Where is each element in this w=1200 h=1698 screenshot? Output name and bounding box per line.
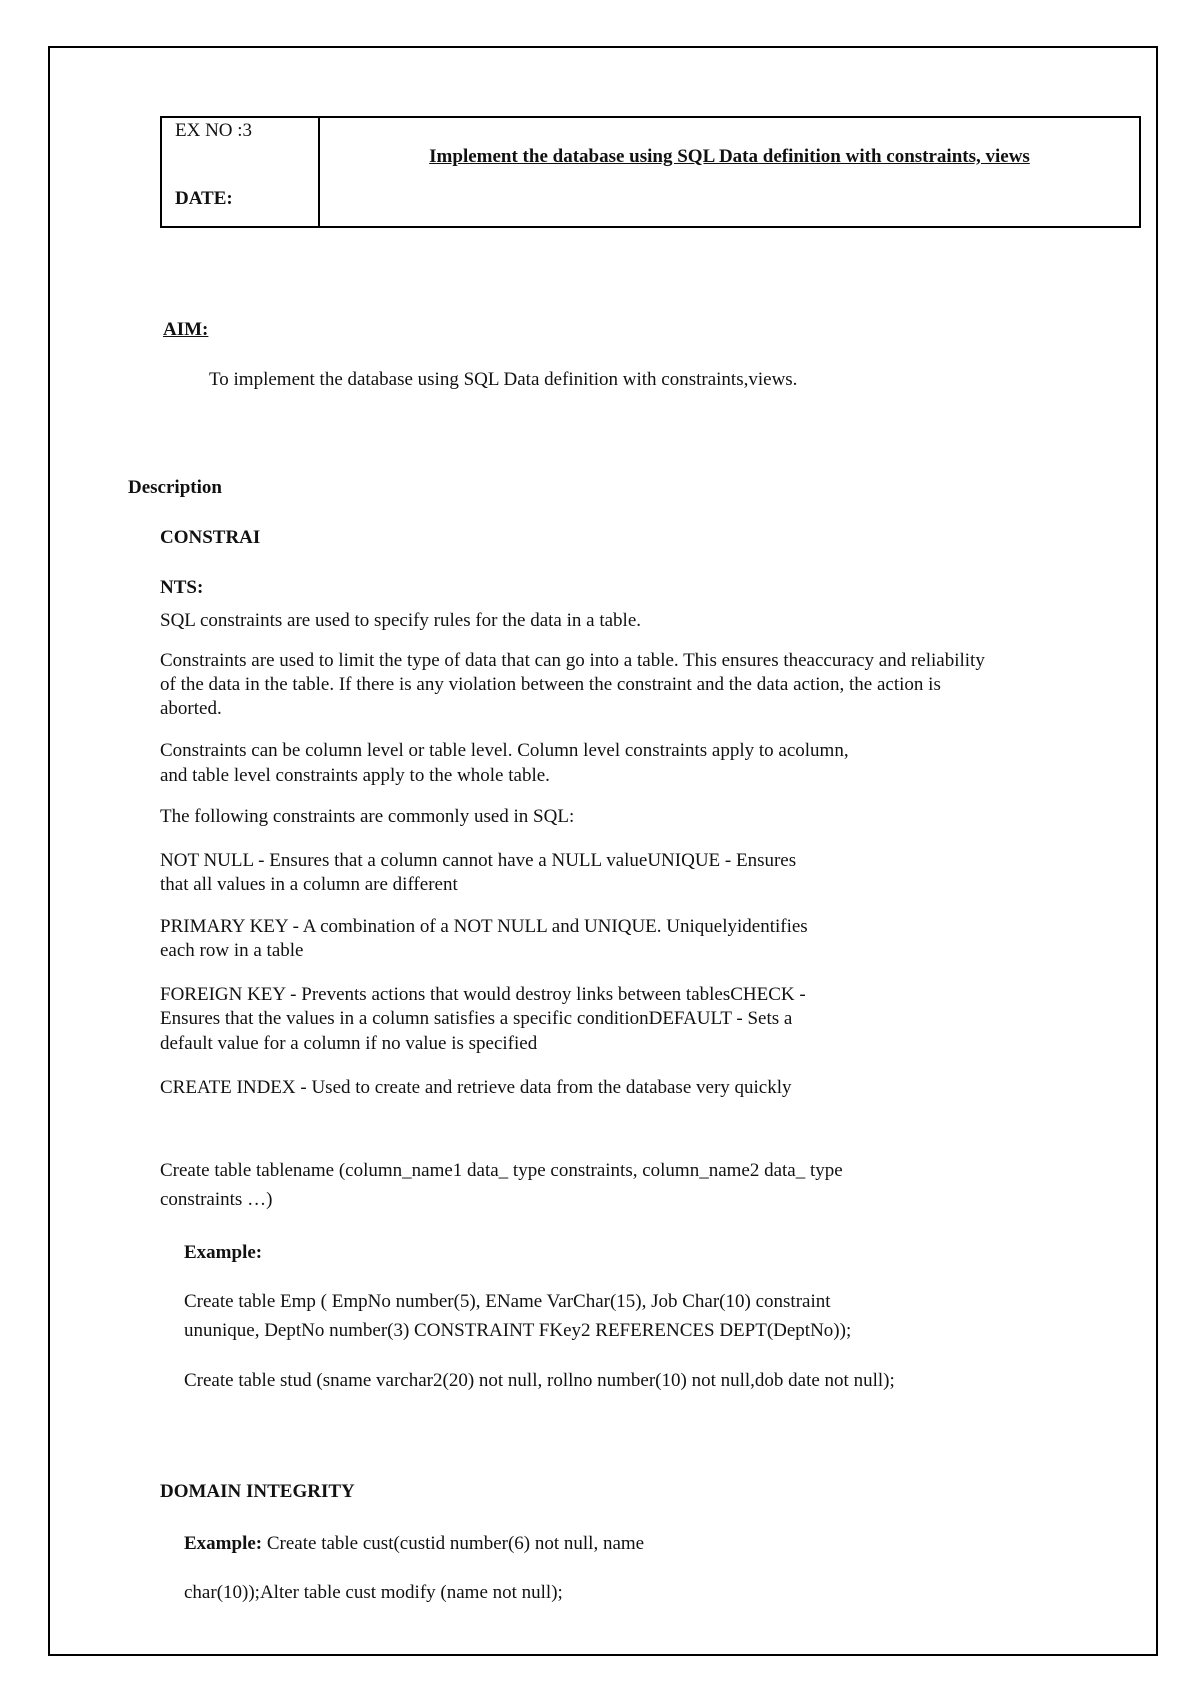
paragraph-line: CREATE INDEX - Used to create and retrieve data from the database very quickly [160, 1077, 792, 1098]
header-table [160, 116, 1141, 228]
example-line: Create table stud (sname varchar2(20) not null, rollno number(10) not null,dob date not null); [184, 1370, 895, 1391]
paragraph-line: Constraints can be column level or table level. Column level constraints apply to acolumn, [160, 740, 849, 761]
paragraph-line: of the data in the table. If there is any violation between the constraint and the data action, the action is [160, 674, 941, 695]
paragraph-line: NOT NULL - Ensures that a column cannot have a NULL valueUNIQUE - Ensures [160, 850, 797, 871]
paragraph-line: FOREIGN KEY - Prevents actions that would destroy links between tablesCHECK - [160, 984, 806, 1005]
domain-example-line: char(10));Alter table cust modify (name not null); [184, 1582, 563, 1603]
paragraph-line: default value for a column if no value is specified [160, 1033, 538, 1054]
example-line: ununique, DeptNo number(3) CONSTRAINT FKey2 REFERENCES DEPT(DeptNo)); [184, 1320, 852, 1341]
domain-example-text: Create table cust(custid number(6) not null, name [266, 1533, 645, 1554]
syntax-line: constraints …) [160, 1189, 273, 1210]
description-heading: Description [128, 477, 222, 498]
header-left-cell [162, 118, 320, 226]
example-line: Create table Emp ( EmpNo number(5), EName VarChar(15), Job Char(10) constraint [184, 1291, 831, 1312]
constraints-heading-line2: NTS: [160, 577, 204, 598]
paragraph-line: Constraints are used to limit the type of data that can go into a table. This ensures theaccuracy and reliability [160, 650, 985, 671]
example-heading: Example: [184, 1242, 263, 1263]
paragraph-line: each row in a table [160, 940, 304, 961]
experiment-title: Implement the database using SQL Data definition with constraints, views [429, 146, 1030, 167]
syntax-line: Create table tablename (column_name1 data_ type constraints, column_name2 data_ type [160, 1160, 843, 1181]
paragraph-line: PRIMARY KEY - A combination of a NOT NULL and UNIQUE. Uniquelyidentifies [160, 916, 808, 937]
domain-integrity-heading: DOMAIN INTEGRITY [160, 1481, 355, 1502]
paragraph-line: and table level constraints apply to the whole table. [160, 765, 550, 786]
paragraph-line: The following constraints are commonly used in SQL: [160, 806, 575, 827]
header-right-cell [320, 118, 1139, 226]
date-label: DATE: [175, 188, 233, 209]
paragraph-line: aborted. [160, 698, 222, 719]
aim-heading: AIM: [163, 319, 209, 340]
aim-text: To implement the database using SQL Data definition with constraints,views. [209, 369, 798, 390]
constraints-heading-line1: CONSTRAI [160, 527, 261, 548]
exercise-number: EX NO :3 [175, 120, 253, 141]
paragraph-line: Ensures that the values in a column satisfies a specific conditionDEFAULT - Sets a [160, 1008, 793, 1029]
paragraph-line: SQL constraints are used to specify rules for the data in a table. [160, 610, 642, 631]
domain-example-label: Example: [184, 1533, 263, 1554]
paragraph-line: that all values in a column are different [160, 874, 458, 895]
domain-example-line [184, 1532, 644, 1556]
